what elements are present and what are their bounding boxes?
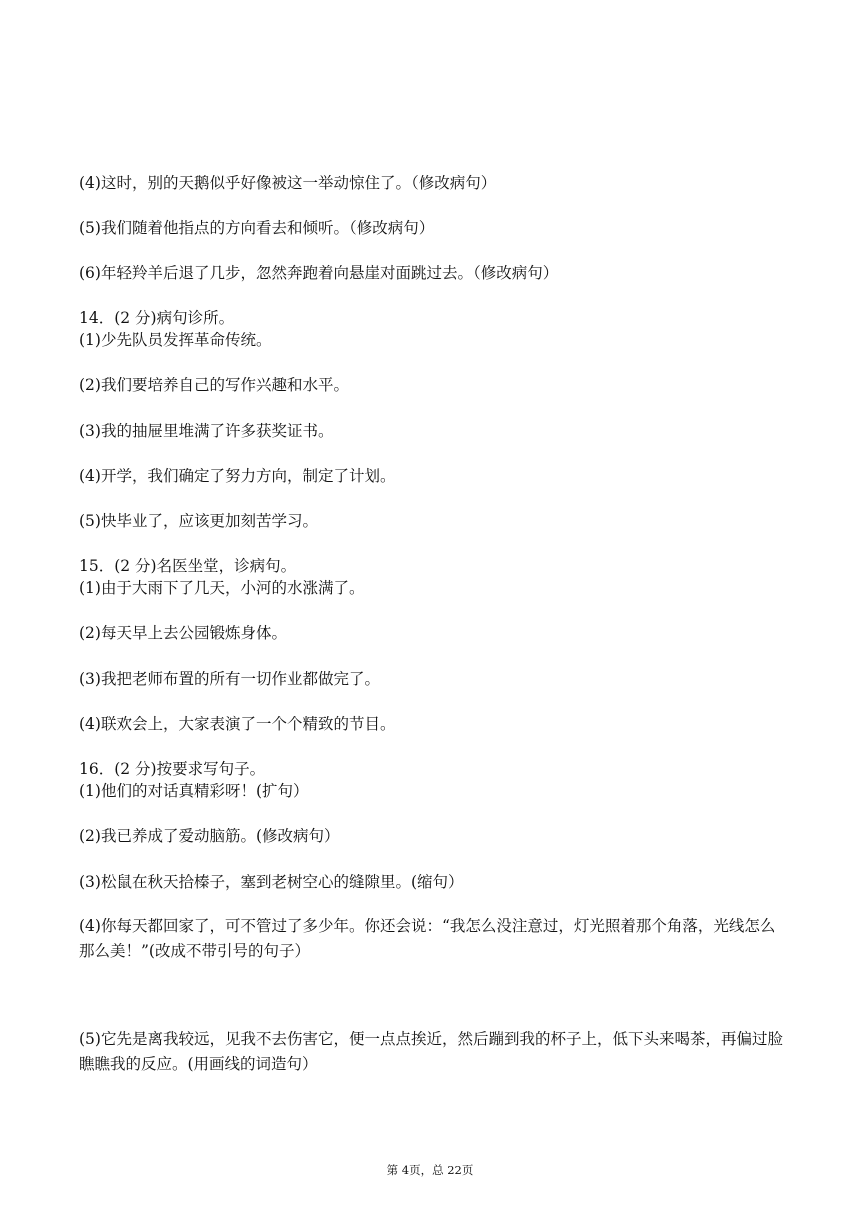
q15-item-3: (3)我把老师布置的所有一切作业都做完了。 bbox=[79, 670, 380, 688]
q14-item-4: (4)开学，我们确定了努力方向，制定了计划。 bbox=[79, 467, 396, 485]
q14-item-3: (3)我的抽屉里堆满了许多获奖证书。 bbox=[79, 422, 334, 440]
q15-item-4: (4)联欢会上，大家表演了一个个精致的节目。 bbox=[79, 715, 396, 733]
q14-title: 14．(2 分)病句诊所。 bbox=[79, 309, 235, 327]
q14-item-5: (5)快毕业了，应该更加刻苦学习。 bbox=[79, 512, 318, 530]
q16-item-4: (4)你每天都回家了，可不管过了多少年。你还会说：“我怎么没注意过，灯光照着那个角落，光线怎么那么美！”(改成不带引号的句子） bbox=[79, 917, 776, 960]
q13-item-4: (4)这时，别的天鹅似乎好像被这一举动惊住了。（修改病句） bbox=[79, 174, 497, 192]
q14-item-2: (2)我们要培养自己的写作兴趣和水平。 bbox=[79, 376, 349, 394]
q16-item-3: (3)松鼠在秋天拾榛子，塞到老树空心的缝隙里。(缩句） bbox=[79, 873, 464, 891]
page-footer: 第 4页，总 22页 bbox=[386, 1163, 474, 1177]
q16-item-1: (1)他们的对话真精彩呀！(扩句） bbox=[79, 782, 309, 800]
q13-item-5: (5)我们随着他指点的方向看去和倾听。（修改病句） bbox=[79, 219, 435, 237]
q16-item-2: (2)我已养成了爱动脑筋。(修改病句） bbox=[79, 827, 340, 845]
q14-item-1: (1)少先队员发挥革命传统。 bbox=[79, 331, 272, 349]
q16-item-5: (5)它先是离我较远，见我不去伤害它，便一点点挨近，然后蹦到我的杯子上，低下头来喝茶，再偏过脸瞧瞧我的反应。(用画线的词造句） bbox=[79, 1030, 783, 1073]
q16-title: 16．(2 分)按要求写句子。 bbox=[79, 760, 266, 778]
q15-item-1: (1)由于大雨下了几天，小河的水涨满了。 bbox=[79, 579, 365, 597]
q13-item-6: (6)年轻羚羊后退了几步，忽然奔跑着向悬崖对面跳过去。（修改病句） bbox=[79, 264, 559, 282]
q15-title: 15．(2 分)名医坐堂，诊病句。 bbox=[79, 557, 297, 575]
q15-item-2: (2)每天早上去公园锻炼身体。 bbox=[79, 624, 287, 642]
